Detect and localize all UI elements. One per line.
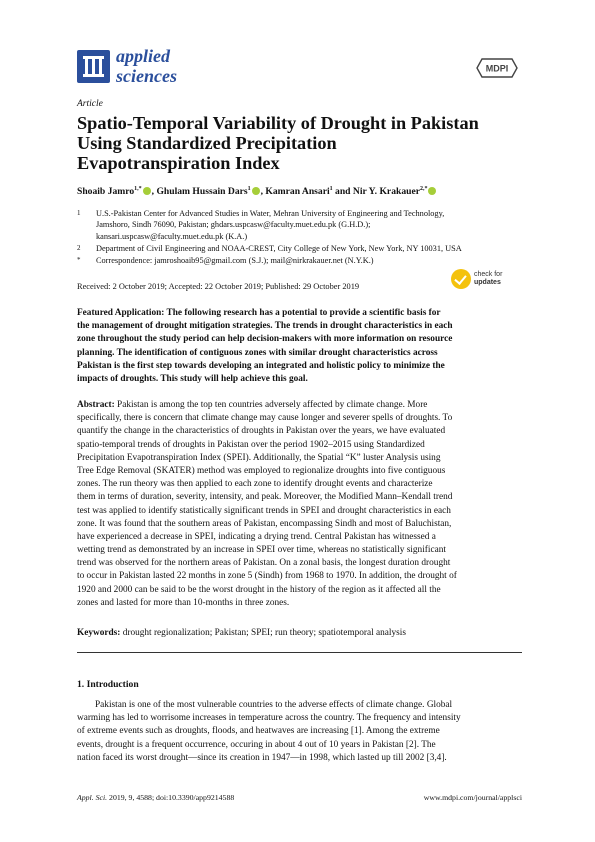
footer-citation: Appl. Sci. 2019, 9, 4588; doi:10.3390/app9214588: [77, 793, 235, 802]
author-list: Shoaib Jamro$^{1,*}$ , Ghulam Hussain Dars$^1$ , Kamran Ansari$^1$ and Nir Y. Krakauer$^{2,*}$: [77, 186, 522, 197]
mdpi-logo[interactable]: [476, 58, 518, 78]
article-type: Article: [77, 99, 103, 109]
correspondence: * Correspondence: jamroshoaib95@gmail.com (S.J.); mail@nirkrakauer.net (N.Y.K.): [77, 256, 374, 265]
orcid-icon[interactable]: [143, 187, 151, 195]
keywords: Keywords: drought regionalization; Pakistan; SPEI; run theory; spatiotemporal analysis: [77, 628, 406, 638]
publication-dates: Received: 2 October 2019; Accepted: 22 October 2019; Published: 29 October 2019: [77, 282, 360, 291]
abstract: Abstract: Pakistan is among the top ten countries adversely affected by climate change. More specifically, there is concern that climate change may cause longer and severer spells of droughts. To quantify the change in the characteristics of droughts in Pakistan over the years, we have evaluated spatio-temporal trends of droughts in Pakistan over the period 1902–2015 using Standardized Precipitation Evapotranspiration Index (SPEI). Additionally, the Spatial “K” luster Analysis using Tree Edge Removal (SKATER) method was employed to regionalize droughts into five contiguous zones. The run theory was then applied to each zone to identify drought events and characterize them in terms of duration, severity, intensity, and peak. Moreover, the Modified Mann–Kendall trend test was applied to identify statistically significant trends in SPEI and drought characteristics in each zone. It was found that the southern areas of Pakistan, encompassing Sindh and most of Baluchistan, have experienced a decrease in SPEI, indicating a drying trend. Central Pakistan has witnessed a wetting trend as demonstrated by an increase in SPEI over time, whereas no statistically significant trend was observed for the northern areas of Pakistan. On a zonal basis, the longest duration drought to occur in Pakistan lasted 22 months in zone 5 (Sindh) from 1968 to 1970. In addition, the drought of 1920 and 2000 can be said to be the worst drought in the history of the region as it affected all the zones and lasted for more than 10-months in three zones.: [77, 400, 457, 608]
author-name[interactable]: Kamran Ansari: [265, 186, 330, 198]
author-name[interactable]: Shoaib Jamro: [77, 186, 135, 198]
author-name[interactable]: Nir Y. Krakauer: [352, 186, 420, 198]
mdpi-logo-text: MDPI: [485, 63, 509, 74]
checkmark-icon: [451, 269, 471, 289]
journal-logo: [77, 50, 110, 83]
section-divider: [77, 652, 522, 653]
check-for-updates-button[interactable]: check for updates: [451, 269, 521, 291]
orcid-icon[interactable]: [252, 187, 260, 195]
intro-paragraph: Pakistan is one of the most vulnerable countries to the adverse effects of climate change. Global warming has led to worrisome increases in temperature across the country. The frequency and intensity of extreme events such as droughts, floods, and heatwaves are increasing [1]. Among the extreme events, drought is a frequent occurrence, occuring in about 4 out of 10 years in Pakistan [2]. The nation faced its worst drought—since its creation in 1947—in 1998, which lasted up till 2002 [3,4].: [77, 700, 461, 763]
affiliation-2: 2 Department of Civil Engineering and NOAA-CREST, City College of New York, New York, NY 10031, USA: [77, 244, 462, 253]
affiliation-1: 1 U.S.-Pakistan Center for Advanced Studies in Water, Mehran University of Engineering and Technology, Jamshoro, Sindh 76090, Pakistan; ghdars.uspcasw@faculty.muet.edu.pk (G.H.D.); kansari.uspcasw@faculty.muet.edu.pk (K.A.): [77, 209, 445, 241]
author-name[interactable]: Ghulam Hussain Dars: [156, 186, 248, 198]
section-heading: 1. Introduction: [77, 679, 139, 690]
journal-name[interactable]: applied sciences: [116, 46, 177, 86]
paper-title: Spatio-Temporal Variability of Drought in Pakistan Using Standardized Precipitation Evapotranspiration Index: [77, 113, 479, 173]
featured-application: Featured Application: The following research has a potential to provide a scientific basis for the management of drought mitigation strategies. The trends in drought characteristics in each zone throughout the study period can help decision-makers with more information on resource planning. The identification of contiguous zones with similar drought characteristics across Pakistan is the first step towards developing an integrated and holistic policy to minimize the impacts of droughts. This study will help achieve this goal.: [77, 308, 453, 384]
orcid-icon[interactable]: [428, 187, 436, 195]
footer-website-link[interactable]: www.mdpi.com/journal/applsci: [423, 793, 522, 802]
